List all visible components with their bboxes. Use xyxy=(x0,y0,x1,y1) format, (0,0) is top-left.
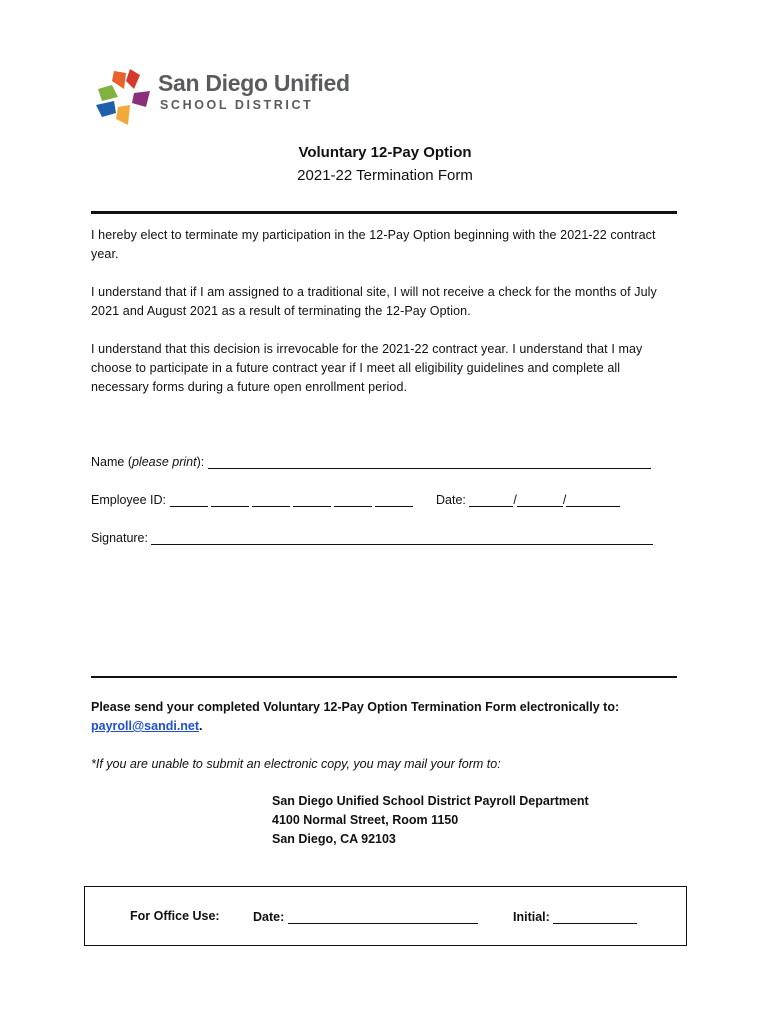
office-initial-row xyxy=(513,909,637,924)
name-label-prefix: Name ( xyxy=(91,455,132,469)
org-subtitle: SCHOOL DISTRICT xyxy=(160,98,314,112)
payroll-email-link[interactable]: payroll@sandi.net xyxy=(91,719,200,733)
employee-id-segment-4[interactable] xyxy=(293,492,331,507)
email-suffix: . xyxy=(199,719,203,733)
employee-id-segment-1[interactable] xyxy=(170,492,208,507)
name-label-italic: please print xyxy=(131,455,197,469)
date-separator-1: / xyxy=(513,493,517,507)
address-line-2: 4100 Normal Street, Room 1150 xyxy=(272,813,459,827)
office-use-label: For Office Use: xyxy=(130,909,220,923)
address-line-1: San Diego Unified School District Payroll Department xyxy=(272,794,589,808)
mail-note: *If you are unable to submit an electronic copy, you may mail your form to: xyxy=(91,757,501,771)
signature-row xyxy=(91,530,653,545)
logo-leaf-purple xyxy=(132,91,150,107)
form-subtitle: 2021-22 Termination Form xyxy=(297,167,473,184)
signature-input-line[interactable] xyxy=(151,530,653,545)
logo-leaves xyxy=(96,69,150,125)
date-separator-2: / xyxy=(562,493,567,507)
top-divider xyxy=(91,211,677,214)
employee-id-segment-2[interactable] xyxy=(211,492,249,507)
employee-id-row xyxy=(91,492,416,507)
date-month-line[interactable] xyxy=(469,492,513,507)
district-logo-mark-icon xyxy=(94,67,154,127)
signature-label: Signature: xyxy=(91,531,148,545)
office-date-label: Date: xyxy=(253,910,285,924)
office-date-line[interactable] xyxy=(288,909,478,924)
name-input-line[interactable] xyxy=(208,454,651,469)
office-initial-line[interactable] xyxy=(553,909,637,924)
employee-id-segment-6[interactable] xyxy=(375,492,413,507)
employee-id-segment-5[interactable] xyxy=(334,492,372,507)
employee-id-label: Employee ID: xyxy=(91,493,167,507)
date-day-line[interactable] xyxy=(517,492,563,507)
date-year-line[interactable] xyxy=(566,492,620,507)
paragraph-traditional-site: I understand that if I am assigned to a traditional site, I will not receive a check for the months of July 2021 and August 2021 as a result of terminating the 12-Pay Option. xyxy=(91,285,657,318)
date-field-row xyxy=(436,492,620,507)
address-line-3: San Diego, CA 92103 xyxy=(272,832,396,846)
org-name: San Diego Unified xyxy=(158,70,350,96)
logo-leaf-blue xyxy=(96,101,116,117)
logo-leaf-gold xyxy=(116,105,130,125)
paragraph-election: I hereby elect to terminate my participation in the 12-Pay Option beginning with the 2021-22 contract year. xyxy=(91,228,656,261)
middle-divider xyxy=(91,676,677,678)
employee-id-segment-3[interactable] xyxy=(252,492,290,507)
logo-leaf-green xyxy=(98,85,118,101)
form-title: Voluntary 12-Pay Option xyxy=(298,144,472,161)
logo-leaf-orange xyxy=(112,71,126,89)
office-date-row xyxy=(253,909,478,924)
name-field-row xyxy=(91,454,651,469)
office-initial-label: Initial: xyxy=(513,910,550,924)
paragraph-irrevocable: I understand that this decision is irrevocable for the 2021-22 contract year. I understand that I may choose to participate in a future contract year if I meet all eligibility guidelines and complete all necessary forms during a future open enrollment period. xyxy=(91,342,643,394)
date-label: Date: xyxy=(436,493,466,507)
name-label-suffix: ): xyxy=(196,455,205,469)
submission-instructions xyxy=(91,698,681,736)
logo-leaf-red xyxy=(126,69,140,89)
submission-text: Please send your completed Voluntary 12-Pay Option Termination Form electronically to: xyxy=(91,700,620,714)
